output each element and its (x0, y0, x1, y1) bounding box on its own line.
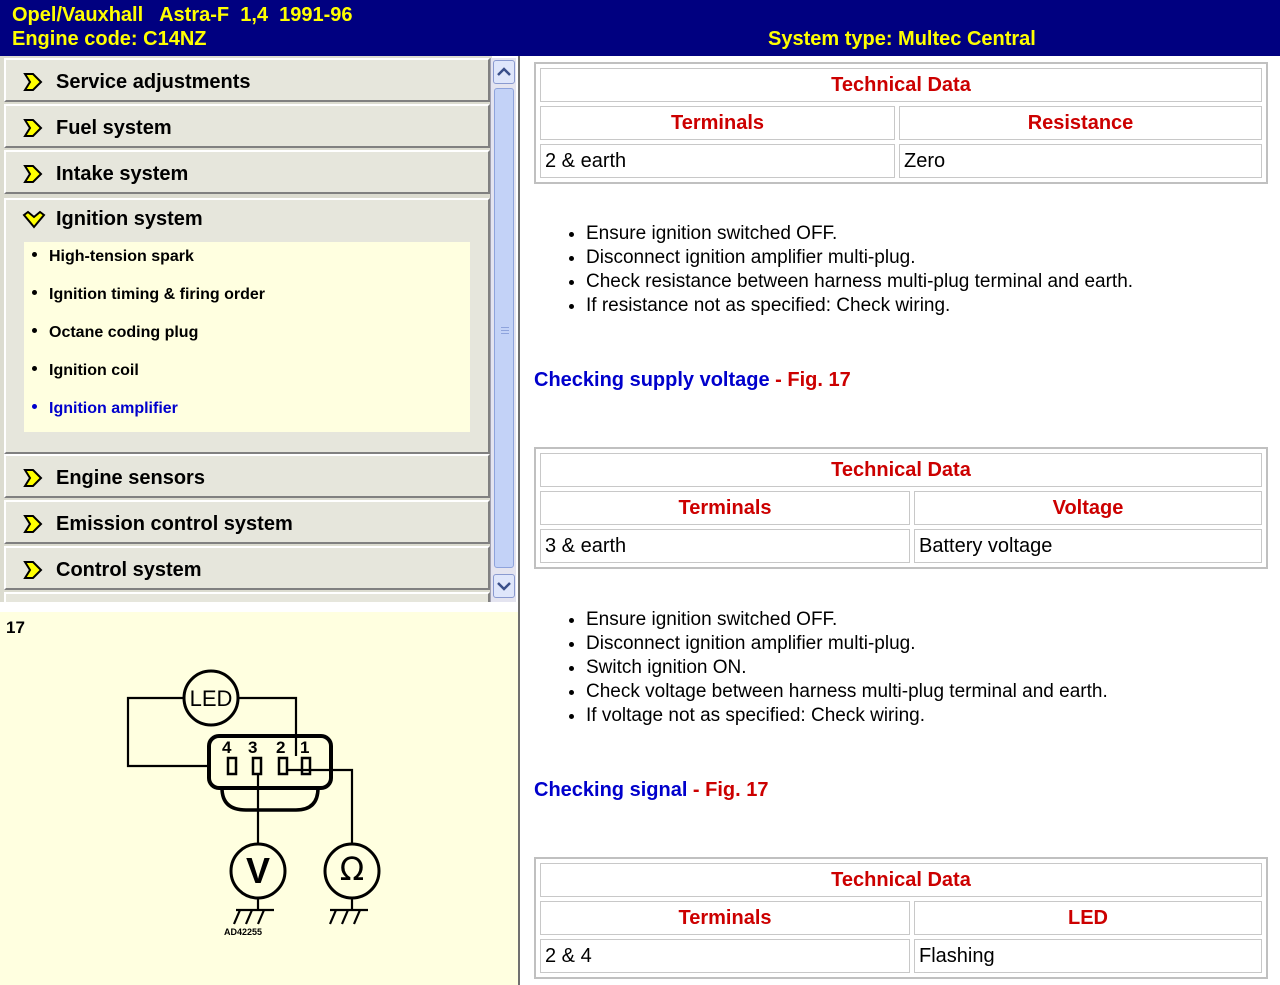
list-item: • Check voltage between harness multi-plug terminal and earth. (586, 680, 1108, 704)
nav-group-ignition-system (4, 198, 490, 454)
arrow-down-icon[interactable] (22, 209, 46, 231)
arrow-right-icon (22, 559, 44, 581)
list-item: • Check resistance between harness multi-plug terminal and earth. (586, 270, 1133, 294)
nav-item-label: Control system (56, 559, 202, 581)
pin-3: 3 (248, 738, 258, 757)
grip-line (501, 333, 509, 334)
instruction-list-2 (586, 608, 1108, 728)
nav-item-label: Service adjustments (56, 71, 251, 93)
table-title: Technical Data (540, 68, 1262, 102)
table-cell-led: Flashing (914, 939, 1262, 973)
list-item: • Ensure ignition switched OFF. (586, 222, 1133, 246)
scroll-down-button[interactable] (493, 574, 515, 598)
section-title: Checking signal (534, 779, 688, 801)
sub-item-octane-coding-plug[interactable] (32, 324, 198, 342)
title-bar (0, 0, 1280, 56)
content-pane (520, 56, 1280, 985)
engine-code: Engine code: C14NZ (12, 28, 207, 50)
list-item: • Switch ignition ON. (586, 656, 1108, 680)
nav-item-engine-sensors[interactable] (4, 454, 490, 498)
sub-item-label: Ignition timing & firing order (49, 286, 265, 303)
pin-1: 1 (300, 738, 310, 757)
column-header-resistance: Resistance (899, 106, 1262, 140)
scroll-up-button[interactable] (493, 60, 515, 84)
nav-item-service-adjustments[interactable] (4, 58, 490, 102)
list-item: • If voltage not as specified: Check wiring. (586, 704, 1108, 728)
sub-item-high-tension-spark[interactable] (32, 248, 194, 266)
ignition-submenu (24, 242, 470, 432)
vehicle-title: Opel/Vauxhall Astra-F 1,4 1991-96 (12, 4, 353, 26)
led-label: LED (189, 686, 233, 711)
list-item: • Disconnect ignition amplifier multi-plug. (586, 246, 1133, 270)
chevron-down-icon (494, 575, 514, 597)
arrow-right-icon (22, 513, 44, 535)
bullet-icon (32, 328, 37, 333)
figure-pane (0, 612, 518, 985)
nav-item-label: Engine sensors (56, 467, 205, 489)
column-header-voltage: Voltage (914, 491, 1262, 525)
nav-item-intake-system[interactable] (4, 150, 490, 194)
arrow-right-icon (22, 117, 44, 139)
figure-link[interactable]: Fig. 17 (705, 779, 769, 801)
table-cell-terminals: 2 & 4 (540, 939, 910, 973)
ohmmeter-icon: Ω (339, 850, 365, 888)
sub-item-label: Ignition coil (49, 362, 139, 379)
arrow-right-icon (22, 467, 44, 489)
table-title: Technical Data (540, 863, 1262, 897)
nav-item-emission-control-system[interactable] (4, 500, 490, 544)
list-item: • Disconnect ignition amplifier multi-plug. (586, 632, 1108, 656)
arrow-right-icon (22, 71, 44, 93)
column-header-terminals: Terminals (540, 901, 910, 935)
system-type: System type: Multec Central (768, 28, 1036, 50)
sub-item-label: Ignition amplifier (49, 400, 178, 417)
instruction-list-1 (586, 222, 1133, 318)
bullet-icon (32, 366, 37, 371)
pin-4: 4 (222, 738, 232, 757)
scroll-thumb[interactable] (494, 88, 514, 568)
tech-data-table-voltage (534, 447, 1268, 569)
section-heading-supply-voltage (534, 369, 851, 392)
figure-ref-code: AD42255 (224, 927, 263, 937)
nav-item-control-system[interactable] (4, 546, 490, 590)
figure-link[interactable]: Fig. 17 (787, 369, 851, 391)
section-title: Checking supply voltage (534, 369, 770, 391)
nav-item-label: Emission control system (56, 513, 293, 535)
tech-data-table-led (534, 857, 1268, 979)
nav-item-label: Fuel system (56, 117, 172, 139)
sub-item-ignition-timing[interactable] (32, 286, 265, 304)
list-item: • Ensure ignition switched OFF. (586, 608, 1108, 632)
column-header-terminals: Terminals (540, 491, 910, 525)
table-cell-terminals: 3 & earth (540, 529, 910, 563)
column-header-led: LED (914, 901, 1262, 935)
table-cell-terminals: 2 & earth (540, 144, 895, 178)
nav-item-ignition-system[interactable]: Ignition system (56, 208, 203, 230)
nav-item-partial[interactable] (4, 592, 490, 602)
chevron-up-icon (494, 61, 514, 83)
sub-item-ignition-amplifier[interactable] (32, 400, 178, 418)
section-separator: - (769, 369, 788, 391)
grip-line (501, 330, 509, 331)
grip-line (501, 327, 509, 328)
voltmeter-icon: V (245, 850, 270, 891)
arrow-right-icon (22, 163, 44, 185)
nav-scrollbar[interactable] (490, 58, 516, 602)
bullet-icon (32, 404, 37, 409)
bullet-icon (32, 252, 37, 257)
section-heading-checking-signal (534, 779, 769, 802)
section-separator: - (687, 779, 706, 801)
sidebar-nav (0, 56, 492, 602)
list-item: • If resistance not as specified: Check wiring. (586, 294, 1133, 318)
figure-number: 17 (6, 618, 25, 637)
sub-item-ignition-coil[interactable] (32, 362, 139, 380)
table-title: Technical Data (540, 453, 1262, 487)
sub-item-label: High-tension spark (49, 248, 194, 265)
sub-item-label: Octane coding plug (49, 324, 199, 341)
bullet-icon (32, 290, 37, 295)
pin-2: 2 (276, 738, 286, 757)
nav-item-fuel-system[interactable] (4, 104, 490, 148)
table-cell-voltage: Battery voltage (914, 529, 1262, 563)
nav-item-label: Intake system (56, 163, 189, 185)
tech-data-table-resistance (534, 62, 1268, 184)
table-cell-resistance: Zero (899, 144, 1262, 178)
column-header-terminals: Terminals (540, 106, 895, 140)
